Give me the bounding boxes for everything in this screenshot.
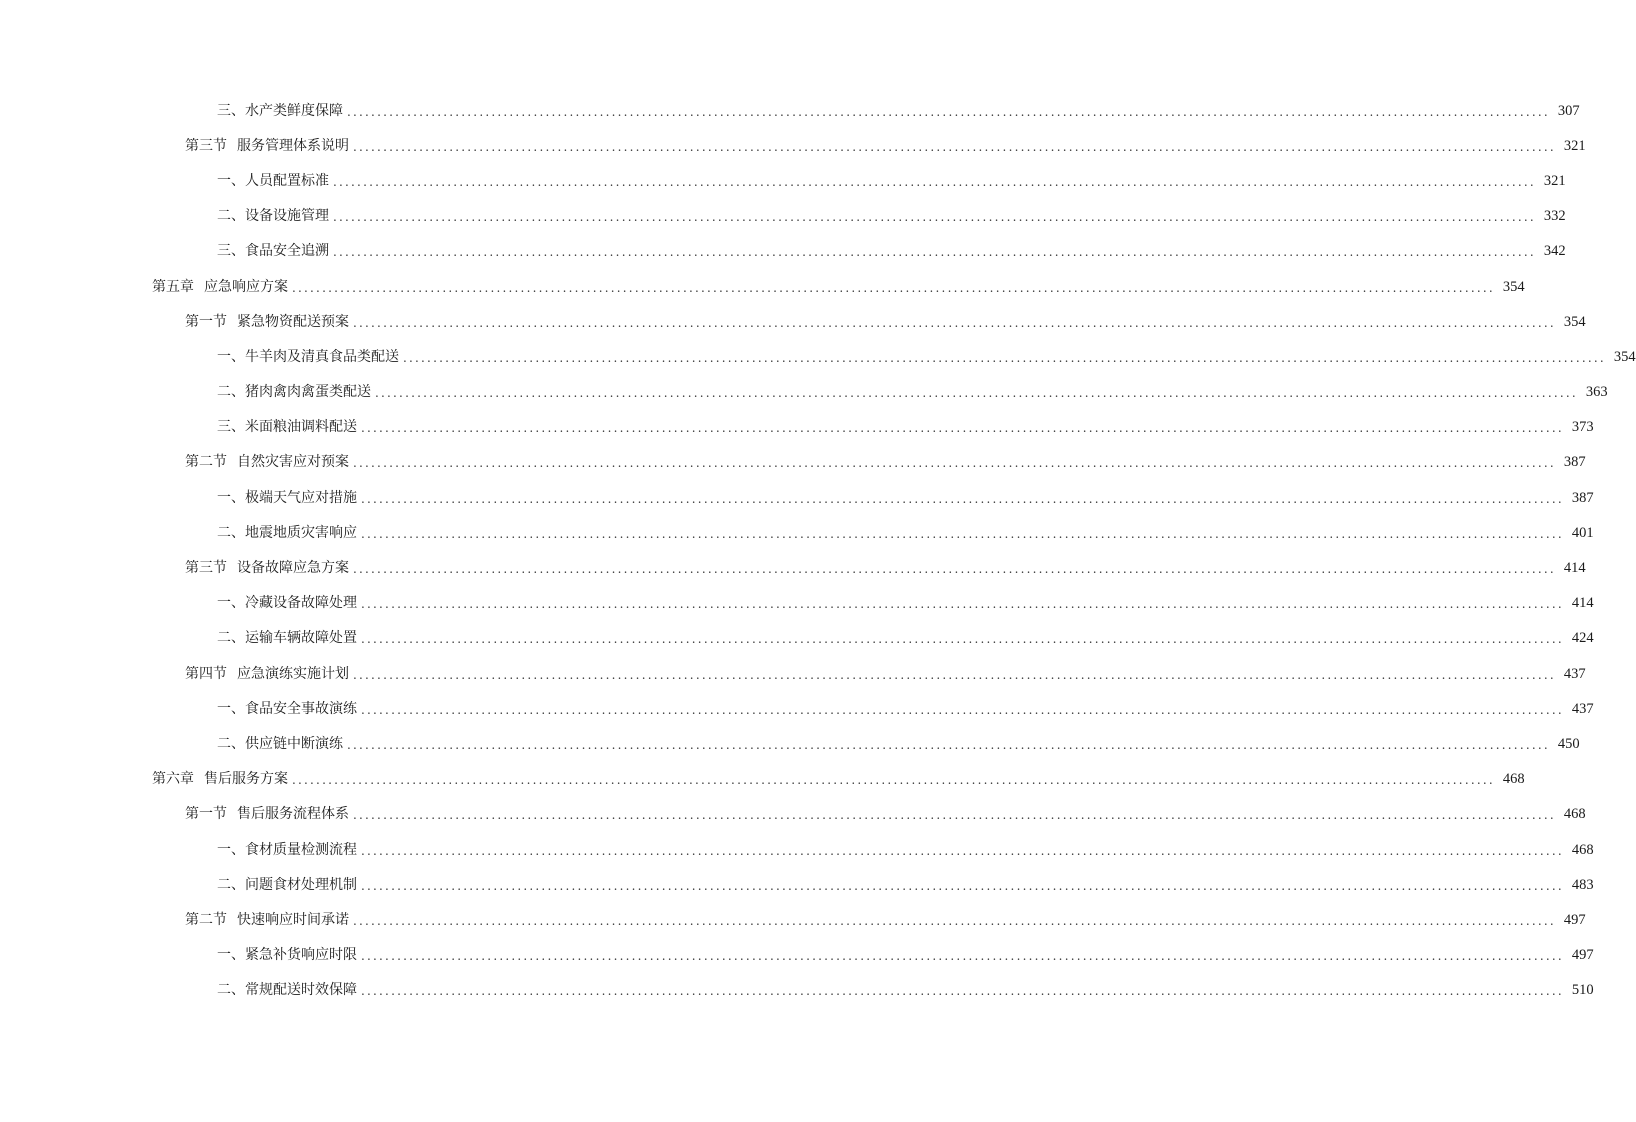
toc-entry-title: 服务管理体系说明 — [237, 137, 349, 154]
toc-entry-page-number: 354 — [1613, 348, 1636, 365]
toc-entry-page-number: 373 — [1571, 419, 1594, 436]
dot-leader: ........................................................................................................................................................................................................ — [361, 702, 1564, 717]
toc-entry-number: 一、 — [217, 700, 245, 717]
toc-entry[interactable] — [0, 867, 1594, 902]
toc-entry[interactable] — [0, 234, 1566, 269]
toc-entry-title: 食材质量检测流程 — [245, 841, 357, 858]
toc-entry-number: 一、 — [217, 489, 245, 506]
toc-entry-page-number: 342 — [1543, 243, 1566, 260]
toc-entry-title: 运输车辆故障处置 — [245, 630, 357, 647]
toc-entry-number: 三、 — [217, 102, 245, 119]
toc-entry[interactable] — [0, 726, 1580, 761]
dot-leader: ........................................................................................................................................................................................................ — [361, 632, 1564, 647]
toc-entry-title: 食品安全追溯 — [245, 243, 329, 260]
toc-entry-title: 售后服务流程体系 — [237, 806, 349, 823]
toc-entry-page-number: 387 — [1563, 454, 1586, 471]
toc-entry-number: 二、 — [217, 876, 245, 893]
toc-entry-page-number: 354 — [1563, 313, 1586, 330]
toc-entry-number: 第五章 — [152, 278, 194, 295]
toc-entry-number: 第一节 — [185, 313, 227, 330]
dot-leader: ........................................................................................................................................................................................................ — [361, 421, 1564, 436]
toc-entry-title: 应急演练实施计划 — [237, 665, 349, 682]
toc-entry[interactable] — [0, 902, 1586, 937]
toc-entry[interactable] — [0, 163, 1566, 198]
toc-entry-page-number: 483 — [1571, 876, 1594, 893]
toc-entry-title: 快速响应时间承诺 — [237, 911, 349, 928]
toc-entry[interactable] — [0, 938, 1594, 973]
dot-leader: ........................................................................................................................................................................................................ — [353, 913, 1556, 928]
toc-entry-title: 应急响应方案 — [204, 278, 288, 295]
toc-entry-title: 设备故障应急方案 — [237, 560, 349, 577]
toc-entry-title: 问题食材处理机制 — [245, 876, 357, 893]
toc-entry-title: 人员配置标准 — [245, 172, 329, 189]
toc-entry[interactable] — [0, 445, 1586, 480]
toc-entry-page-number: 437 — [1563, 665, 1586, 682]
dot-leader: ........................................................................................................................................................................................................ — [347, 104, 1550, 119]
toc-entry-title: 自然灾害应对预案 — [237, 454, 349, 471]
toc-entry[interactable] — [0, 375, 1608, 410]
toc-entry[interactable] — [0, 93, 1580, 128]
toc-entry-page-number: 414 — [1571, 595, 1594, 612]
toc-entry[interactable] — [0, 339, 1636, 374]
dot-leader: ........................................................................................................................................................................................................ — [347, 737, 1550, 752]
toc-entry[interactable] — [0, 480, 1594, 515]
toc-entry-page-number: 354 — [1502, 278, 1525, 295]
toc-entry-number: 一、 — [217, 348, 245, 365]
toc-entry-title: 供应链中断演练 — [245, 735, 343, 752]
toc-entry[interactable] — [0, 199, 1566, 234]
toc-entry-page-number: 401 — [1571, 524, 1594, 541]
toc-entry-page-number: 414 — [1563, 560, 1586, 577]
toc-entry-number: 一、 — [217, 172, 245, 189]
toc-entry-page-number: 450 — [1557, 735, 1580, 752]
dot-leader: ........................................................................................................................................................................................................ — [353, 667, 1556, 682]
dot-leader: ........................................................................................................................................................................................................ — [361, 984, 1564, 999]
toc-entry-page-number: 307 — [1557, 102, 1580, 119]
dot-leader: ........................................................................................................................................................................................................ — [403, 350, 1606, 365]
dot-leader: ........................................................................................................................................................................................................ — [353, 562, 1556, 577]
dot-leader: ........................................................................................................................................................................................................ — [361, 597, 1564, 612]
dot-leader: ........................................................................................................................................................................................................ — [333, 174, 1536, 189]
toc-entry-number: 二、 — [217, 524, 245, 541]
toc-entry-number: 第三节 — [185, 137, 227, 154]
toc-entry[interactable] — [0, 550, 1586, 585]
toc-entry-number: 三、 — [217, 419, 245, 436]
toc-entry[interactable] — [0, 621, 1594, 656]
toc-entry-title: 售后服务方案 — [204, 771, 288, 788]
toc-entry-number: 第六章 — [152, 771, 194, 788]
dot-leader: ........................................................................................................................................................................................................ — [353, 808, 1556, 823]
toc-entry-number: 二、 — [217, 208, 245, 225]
toc-entry-number: 三、 — [217, 243, 245, 260]
dot-leader: ........................................................................................................................................................................................................ — [353, 315, 1556, 330]
toc-entry-number: 二、 — [217, 735, 245, 752]
dot-leader: ........................................................................................................................................................................................................ — [361, 526, 1564, 541]
toc-entry-title: 米面粮油调料配送 — [245, 419, 357, 436]
table-of-contents — [0, 93, 1636, 1008]
toc-entry-number: 一、 — [217, 841, 245, 858]
toc-entry-page-number: 497 — [1571, 947, 1594, 964]
toc-entry-page-number: 468 — [1563, 806, 1586, 823]
toc-entry-title: 食品安全事故演练 — [245, 700, 357, 717]
toc-entry[interactable] — [0, 762, 1525, 797]
toc-entry-number: 第二节 — [185, 454, 227, 471]
toc-entry-number: 二、 — [217, 384, 245, 401]
toc-entry-number: 第一节 — [185, 806, 227, 823]
toc-entry-title: 常规配送时效保障 — [245, 982, 357, 999]
toc-entry-title: 设备设施管理 — [245, 208, 329, 225]
dot-leader: ........................................................................................................................................................................................................ — [361, 949, 1564, 964]
toc-entry-page-number: 468 — [1571, 841, 1594, 858]
dot-leader: ........................................................................................................................................................................................................ — [353, 456, 1556, 471]
toc-entry-title: 紧急补货响应时限 — [245, 947, 357, 964]
toc-entry[interactable] — [0, 410, 1594, 445]
dot-leader: ........................................................................................................................................................................................................ — [361, 878, 1564, 893]
toc-entry-page-number: 363 — [1585, 384, 1608, 401]
dot-leader: ........................................................................................................................................................................................................ — [375, 386, 1578, 401]
toc-entry[interactable] — [0, 797, 1586, 832]
dot-leader: ........................................................................................................................................................................................................ — [361, 491, 1564, 506]
dot-leader: ........................................................................................................................................................................................................ — [333, 245, 1536, 260]
toc-entry[interactable] — [0, 269, 1525, 304]
toc-entry-page-number: 321 — [1543, 172, 1566, 189]
dot-leader: ........................................................................................................................................................................................................ — [353, 139, 1556, 154]
toc-entry[interactable] — [0, 515, 1594, 550]
toc-entry[interactable] — [0, 586, 1594, 621]
toc-entry-page-number: 497 — [1563, 911, 1586, 928]
toc-entry-title: 极端天气应对措施 — [245, 489, 357, 506]
toc-entry-page-number: 437 — [1571, 700, 1594, 717]
toc-entry-number: 第三节 — [185, 560, 227, 577]
toc-entry-title: 水产类鲜度保障 — [245, 102, 343, 119]
toc-entry[interactable] — [0, 691, 1594, 726]
toc-entry-number: 二、 — [217, 630, 245, 647]
toc-entry-page-number: 424 — [1571, 630, 1594, 647]
toc-entry[interactable] — [0, 128, 1586, 163]
dot-leader: ........................................................................................................................................................................................................ — [333, 210, 1536, 225]
toc-entry-number: 一、 — [217, 595, 245, 612]
toc-entry[interactable] — [0, 973, 1594, 1008]
toc-entry-title: 牛羊肉及清真食品类配送 — [245, 348, 399, 365]
toc-entry-number: 二、 — [217, 982, 245, 999]
toc-entry-number: 一、 — [217, 947, 245, 964]
toc-entry-number: 第二节 — [185, 911, 227, 928]
toc-entry[interactable] — [0, 656, 1586, 691]
toc-entry-page-number: 321 — [1563, 137, 1586, 154]
dot-leader: ........................................................................................................................................................................................................ — [361, 843, 1564, 858]
toc-entry-title: 紧急物资配送预案 — [237, 313, 349, 330]
toc-entry-title: 地震地质灾害响应 — [245, 524, 357, 541]
toc-entry-page-number: 332 — [1543, 208, 1566, 225]
toc-entry-title: 冷藏设备故障处理 — [245, 595, 357, 612]
toc-entry-page-number: 468 — [1502, 771, 1525, 788]
toc-entry-page-number: 510 — [1571, 982, 1594, 999]
toc-entry[interactable] — [0, 832, 1594, 867]
dot-leader: ........................................................................................................................................................................................................ — [292, 773, 1495, 788]
dot-leader: ........................................................................................................................................................................................................ — [292, 280, 1495, 295]
toc-entry-title: 猪肉禽肉禽蛋类配送 — [245, 384, 371, 401]
toc-entry[interactable] — [0, 304, 1586, 339]
toc-entry-number: 第四节 — [185, 665, 227, 682]
toc-entry-page-number: 387 — [1571, 489, 1594, 506]
